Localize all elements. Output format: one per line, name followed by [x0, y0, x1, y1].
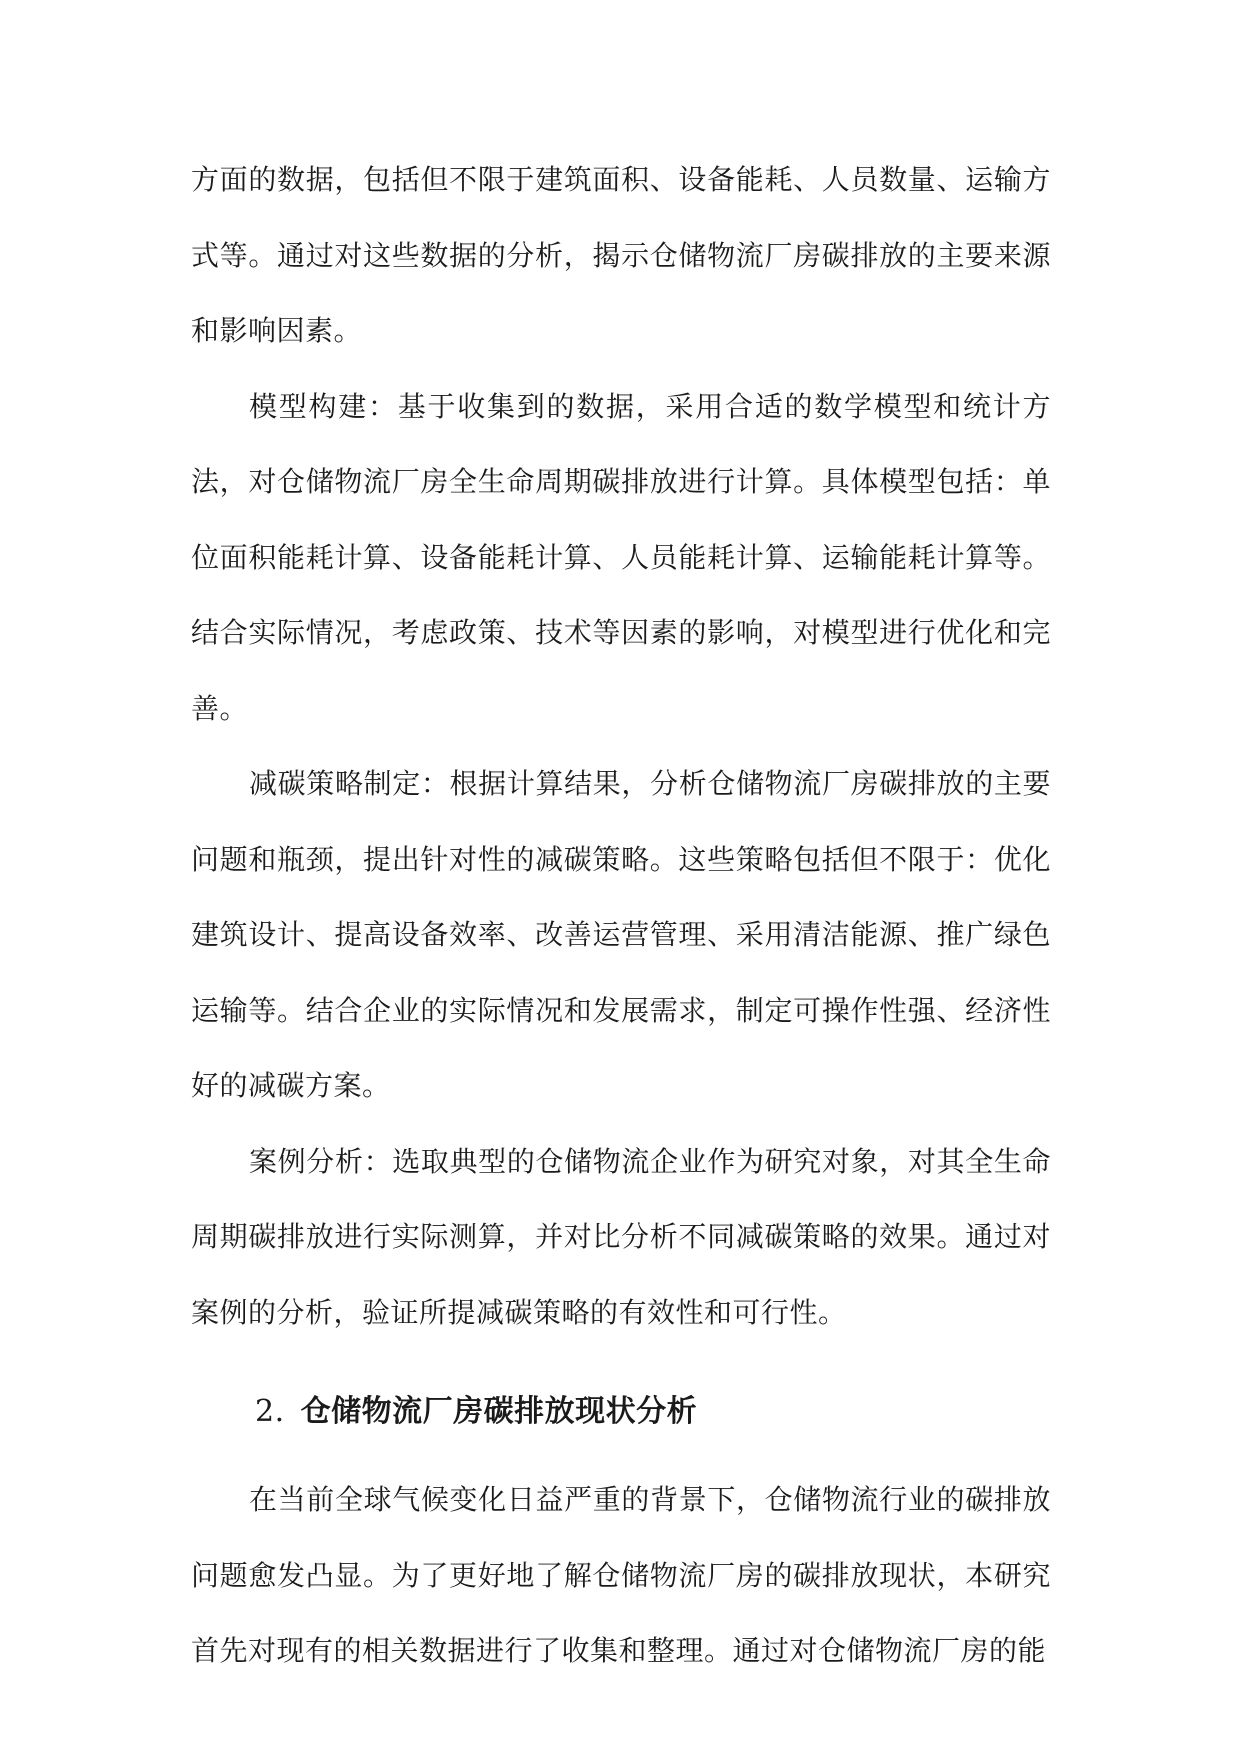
paragraph-data-sources: 方面的数据，包括但不限于建筑面积、设备能耗、人员数量、运输方式等。通过对这些数据的分析，揭示仓储物流厂房碳排放的主要来源和影响因素。 [191, 163, 1051, 347]
section-heading [191, 1392, 1051, 1432]
section-number: 2. [255, 1394, 285, 1429]
paragraph-model-building: 模型构建：基于收集到的数据，采用合适的数学模型和统计方法，对仓储物流厂房全生命周期碳排放进行计算。具体模型包括：单位面积能耗计算、设备能耗计算、人员能耗计算、运输能耗计算等。结合实际情况，考虑政策、技术等因素的影响，对模型进行优化和完善。 [191, 389, 1051, 725]
paragraph-reduction-strategy: 减碳策略制定：根据计算结果，分析仓储物流厂房碳排放的主要问题和瓶颈，提出针对性的减碳策略。这些策略包括但不限于：优化建筑设计、提高设备效率、改善运营管理、采用清洁能源、推广绿色运输等。结合企业的实际情况和发展需求，制定可操作性强、经济性好的减碳方案。 [191, 767, 1051, 1102]
section-title: 仓储物流厂房碳排放现状分析 [300, 1394, 698, 1429]
paragraph-case-analysis: 案例分析：选取典型的仓储物流企业作为研究对象，对其全生命周期碳排放进行实际测算，并对比分析不同减碳策略的效果。通过对案例的分析，验证所提减碳策略的有效性和可行性。 [191, 1144, 1051, 1329]
paragraph-current-status: 在当前全球气候变化日益严重的背景下，仓储物流行业的碳排放问题愈发凸显。为了更好地了解仓储物流厂房的碳排放现状，本研究首先对现有的相关数据进行了收集和整理。通过对仓储物流厂房的能 [191, 1483, 1051, 1667]
document-body [191, 142, 1051, 1689]
